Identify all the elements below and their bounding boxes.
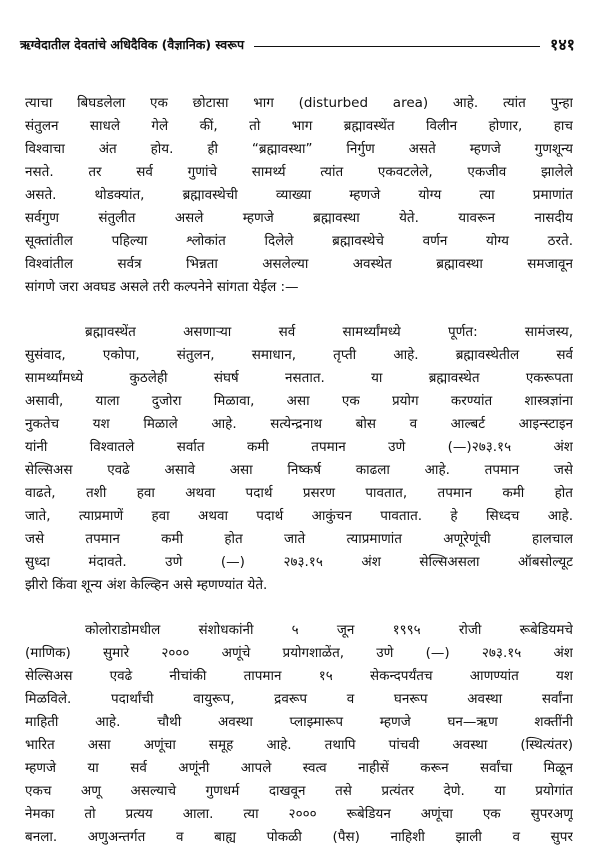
paragraph-line: सेल्सिअस एवढे नीचांकी तापमान १५ सेकन्दपर्यंतच आणण्यांत यश: [25, 668, 573, 684]
page-number: १४१: [550, 35, 575, 54]
paragraph-line: भारित असा अणूंचा समूह आहे. तथापि पांचवी अवस्था (स्थित्यंतर): [25, 737, 573, 753]
paragraph-line: विश्वांतील सर्वत्र भिन्नता असलेल्या अवस्थेत ब्रह्मावस्था समजावून: [25, 256, 573, 272]
paragraph-line: असते. थोडक्यांत, ब्रह्मावस्थेची व्याख्या म्हणजे योग्य त्या प्रमाणांत: [25, 187, 573, 203]
paragraph-line: जसे तपमान कमी होत जाते त्याप्रमाणांत अणूरेणूंची हालचाल: [25, 531, 573, 547]
paragraph-line: माहिती आहे. चौथी अवस्था प्लाझ्मारूप म्हणजे घन—ऋण शक्तींनी: [25, 714, 573, 730]
paragraph-line: बनला. अणुअन्तर्गत व बाह्य पोकळी (पैस) नाहिशी झाली व सुपर: [25, 829, 573, 845]
paragraph-line: सांगणे जरा अवघड असले तरी कल्पनेने सांगता येईल :—: [25, 279, 299, 295]
paragraph-line: नेमका तो प्रत्यय आला. त्या २००० रूबेडियन अणूंचा एक सुपरअणू: [25, 806, 573, 822]
paragraph-line: असावी, याला दुजोरा मिळावा, असा एक प्रयोग करण्यांत शास्त्रज्ञांना: [25, 393, 573, 409]
paragraph-line: ब्रह्मावस्थेंत असणाऱ्या सर्व सामर्थ्यांमध्ये पूर्णत: सामंजस्य,: [85, 324, 573, 340]
paragraph-line: म्हणजे या सर्व अणूंनी आपले स्वत्व नाहीसें करून सर्वांचा मिळून: [25, 760, 573, 776]
paragraph-line: सामर्थ्यांमध्ये कुठलेही संघर्ष नसतात. या ब्रह्मावस्थेत एकरूपता: [25, 370, 573, 386]
paragraph-1: [25, 92, 573, 299]
paragraph-line: विश्वाचा अंत होय. ही “ब्रह्मावस्था” निर्गुण असते म्हणजे गुणशून्य: [25, 141, 573, 157]
paragraph-line: नुकतेच यश मिळाले आहे. सत्येन्द्रनाथ बोस व आल्बर्ट आइन्स्टाइन: [25, 416, 573, 432]
running-header-title: ऋग्वेदातील देवतांचे अधिदैविक (वैज्ञानिक) स्वरूप: [20, 36, 245, 52]
paragraph-line: एकच अणू असल्याचे गुणधर्म दाखवून तसे प्रत्यंतर देणे. या प्रयोगांत: [25, 783, 573, 799]
paragraph-line: मिळविले. पदार्थांची वायुरूप, द्रवरूप व घनरूप अवस्था सर्वांना: [25, 691, 573, 707]
paragraph-line: सुध्दा मंदावते. उणे (—) २७३.१५ अंश सेल्सिअसला ऑबसोल्यूट: [25, 554, 573, 570]
paragraph-line: वाढते, तशी हवा अथवा पदार्थ प्रसरण पावतात, तपमान कमी होत: [25, 485, 573, 501]
paragraph-line: जाते, त्याप्रमाणें हवा अथवा पदार्थ आकुंचन पावतात. हे सिध्दच आहे.: [25, 508, 573, 524]
paragraph-spacer: [25, 597, 573, 619]
running-header: [20, 30, 575, 58]
header-rule: [254, 46, 540, 47]
paragraph-line: झीरो किंवा शून्य अंश केल्व्हिन असे म्हणण्यांत येते.: [25, 577, 268, 593]
paragraph-line: यांनी विश्वातले सर्वात कमी तपमान उणे (—)२७३.१५ अंश: [25, 439, 573, 455]
paragraph-line: संतुलन साधले गेले कीं, तो भाग ब्रह्मावस्थेंत विलीन होणार, हाच: [25, 118, 573, 134]
paragraph-line: (माणिक) सुमारे २००० अणूंचे प्रयोगशाळेंत, उणे (—) २७३.१५ अंश: [25, 645, 573, 661]
paragraph-line: सर्वगुण संतुलीत असले म्हणजे ब्रह्मावस्था येते. यावरून नासदीय: [25, 210, 573, 226]
paragraph-line: सुसंवाद, एकोपा, संतुलन, समाधान, तृप्ती आहे. ब्रह्मावस्थेतील सर्व: [25, 347, 573, 363]
body-text: [25, 92, 573, 849]
paragraph-line: नसते. तर सर्व गुणांचे सामर्थ्य त्यांत एकवटलेले, एकजीव झालेले: [25, 164, 573, 180]
paragraph-line: सेल्सिअस एवढे असावे असा निष्कर्ष काढला आहे. तपमान जसे: [25, 462, 573, 478]
paragraph-spacer: [25, 299, 573, 321]
paragraph-line: त्याचा बिघडलेला एक छोटासा भाग (disturbed area) आहे. त्यांत पुन्हा: [25, 95, 573, 111]
paragraph-3: [25, 619, 573, 849]
paragraph-line: कोलोराडोमधील संशोधकांनी ५ जून १९९५ रोजी रूबेडियमचे: [85, 622, 573, 638]
paragraph-2: [25, 321, 573, 597]
paragraph-line: सूक्तांतील पहिल्या श्लोकांत दिलेले ब्रह्मावस्थेचे वर्णन योग्य ठरते.: [25, 233, 573, 249]
